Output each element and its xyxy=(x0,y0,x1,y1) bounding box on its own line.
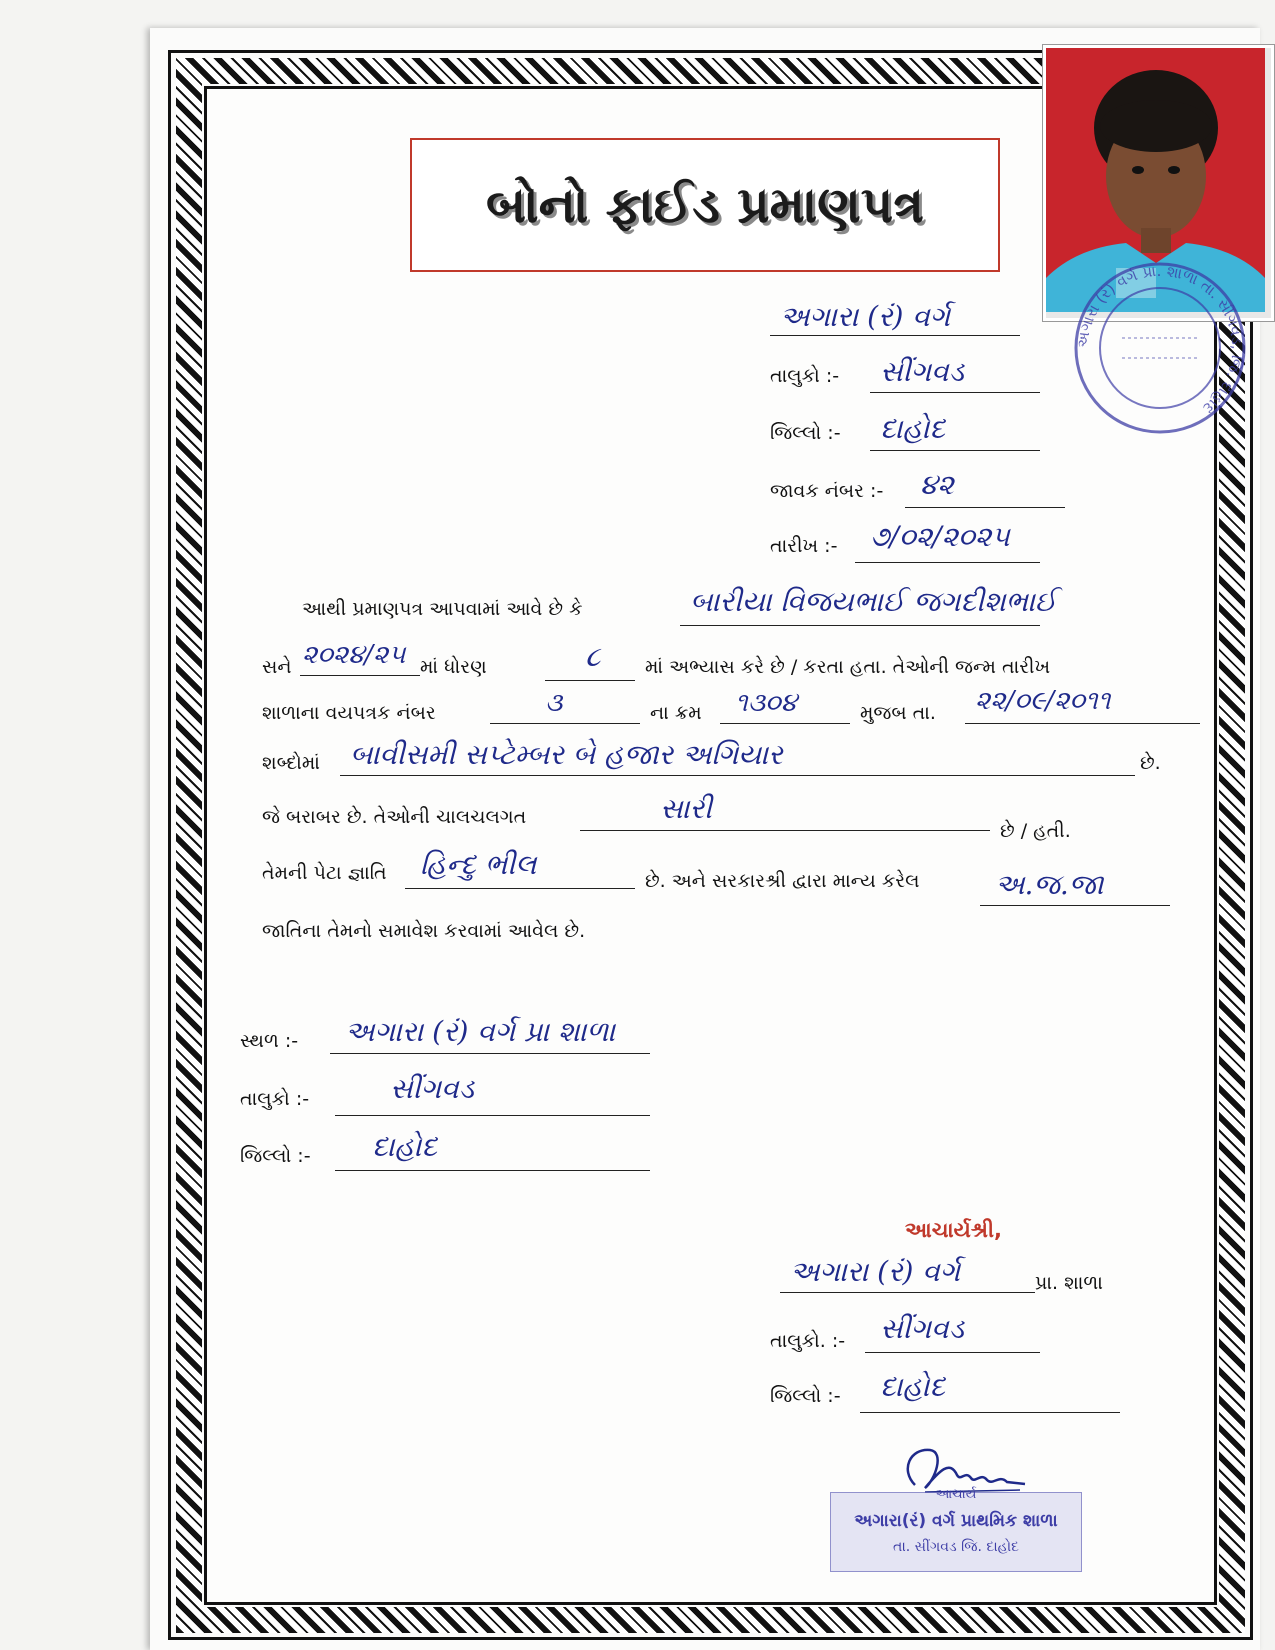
body-line6-pre: તેમની પેટા જ્ઞાતિ xyxy=(262,862,387,884)
header-taluka-label: તાલુકો :- xyxy=(770,365,840,387)
subcaste-line xyxy=(405,888,635,889)
body-line5-post: છે / હતી. xyxy=(1000,820,1071,842)
outward-no-value: ૪૨ xyxy=(920,468,954,501)
place-label: સ્થળ :- xyxy=(240,1030,299,1052)
date-line xyxy=(855,562,1040,563)
body-line3-mid: ના ક્રમ xyxy=(650,702,702,724)
round-school-stamp xyxy=(1070,258,1250,438)
body-line2-post: માં અભ્યાસ કરે છે / કરતા હતા. તેઓની જન્મ તારીખ xyxy=(645,656,1051,678)
sign-taluka-label: તાલુકો. :- xyxy=(770,1330,846,1352)
certificate-title: બોનો ફાઈડ પ્રમાણપત્ર xyxy=(485,175,924,234)
place-taluka-value: સીંગવડ xyxy=(390,1072,474,1105)
header-district-line xyxy=(870,450,1040,451)
dob-words-value: બાવીસમી સપ્ટેમ્બર બે હજાર અગિયાર xyxy=(350,738,783,771)
student-name-value: બારીયા વિજયભાઈ જગદીશભાઈ xyxy=(690,585,1057,618)
body-line7-text: જાતિના તેમનો સમાવેશ કરવામાં આવેલ છે. xyxy=(262,920,586,942)
sign-school-line xyxy=(780,1292,1035,1293)
outward-no-line xyxy=(905,507,1065,508)
body-line4-pre: શબ્દોમાં xyxy=(262,752,320,774)
sign-district-line xyxy=(860,1412,1120,1413)
outward-no-label: જાવક નંબર :- xyxy=(770,480,884,502)
category-line xyxy=(980,905,1170,906)
place-district-line xyxy=(335,1170,650,1171)
dob-words-line xyxy=(340,775,1135,776)
body-line3-post: મુજબ તા. xyxy=(860,702,936,724)
conduct-line xyxy=(580,830,990,831)
sign-district-value: દાહોદ xyxy=(880,1370,946,1403)
body-line5-pre: જે બરાબર છે. તેઓની ચાલચલગત xyxy=(262,806,527,828)
place-taluka-label: તાલુકો :- xyxy=(240,1088,310,1110)
body-line2-mid: માં ધોરણ xyxy=(420,656,487,678)
serial-no-value: ૧૩૦૪ xyxy=(735,688,797,718)
header-school-value: અગારા (રં) વર્ગ xyxy=(780,300,951,333)
student-name-line xyxy=(680,625,1040,626)
date-label: તારીખ :- xyxy=(770,535,838,557)
register-no-value: ૩ xyxy=(545,688,563,718)
header-taluka-value: સીંગવડ xyxy=(880,355,964,388)
stamp-line2: અગારા(રં) વર્ગ પ્રાથમિક શાળા xyxy=(854,1511,1058,1531)
place-taluka-line xyxy=(335,1115,650,1116)
body-line1-text: આથી પ્રમાણપત્ર આપવામાં આવે છે કે xyxy=(302,598,583,620)
sign-taluka-value: સીંગવડ xyxy=(880,1312,964,1345)
place-district-label: જિલ્લો :- xyxy=(240,1145,311,1167)
sign-school-suffix: પ્રા. શાળા xyxy=(1035,1272,1103,1294)
stamp-line1: આચાર્ય xyxy=(935,1487,977,1502)
conduct-value: સારી xyxy=(660,792,713,825)
sign-school-value: અગારા (રં) વર્ગ xyxy=(790,1255,961,1288)
header-district-label: જિલ્લો :- xyxy=(770,422,841,444)
principal-stamp xyxy=(830,1487,1082,1572)
stamp-line3: તા. સીંગવડ જિ. દાહોદ xyxy=(893,1539,1019,1555)
body-line6-mid: છે. અને સરકારશ્રી દ્વારા માન્ય કરેલ xyxy=(645,870,920,892)
register-no-line xyxy=(490,723,640,724)
body-line4-post: છે. xyxy=(1140,752,1161,774)
round-stamp-text: અગારા (રં) વર્ગ પ્રા. શાળા તા. સીંગવડ, જિ. દાહોદ xyxy=(1073,261,1247,418)
place-value: અગારા (રં) વર્ગ પ્રા શાળા xyxy=(345,1015,616,1048)
date-value: ૭/૦૨/૨૦૨૫ xyxy=(870,520,1010,553)
header-school-line xyxy=(770,335,1020,336)
place-line xyxy=(330,1053,650,1054)
body-line2-pre: સને xyxy=(262,656,292,678)
year-line xyxy=(300,675,420,676)
principal-title: આચાર્યશ્રી, xyxy=(905,1218,1002,1242)
title-box xyxy=(410,138,1000,272)
header-district-value: દાહોદ xyxy=(880,412,946,445)
header-taluka-line xyxy=(870,392,1040,393)
dob-line xyxy=(965,723,1200,724)
dob-value: ૨૨/૦૯/૨૦૧૧ xyxy=(975,686,1111,716)
sign-taluka-line xyxy=(865,1352,1040,1353)
place-district-value: દાહોદ xyxy=(372,1130,438,1163)
sign-district-label: જિલ્લો :- xyxy=(770,1385,841,1407)
standard-value: ૮ xyxy=(585,640,601,673)
category-value: અ.જ.જા xyxy=(995,868,1104,901)
standard-line xyxy=(545,680,635,681)
year-value: ૨૦૨૪/૨૫ xyxy=(302,640,406,670)
subcaste-value: હિન્દુ ભીલ xyxy=(420,848,537,881)
body-line3-pre: શાળાના વયપત્રક નંબર xyxy=(262,702,436,724)
serial-no-line xyxy=(720,723,850,724)
